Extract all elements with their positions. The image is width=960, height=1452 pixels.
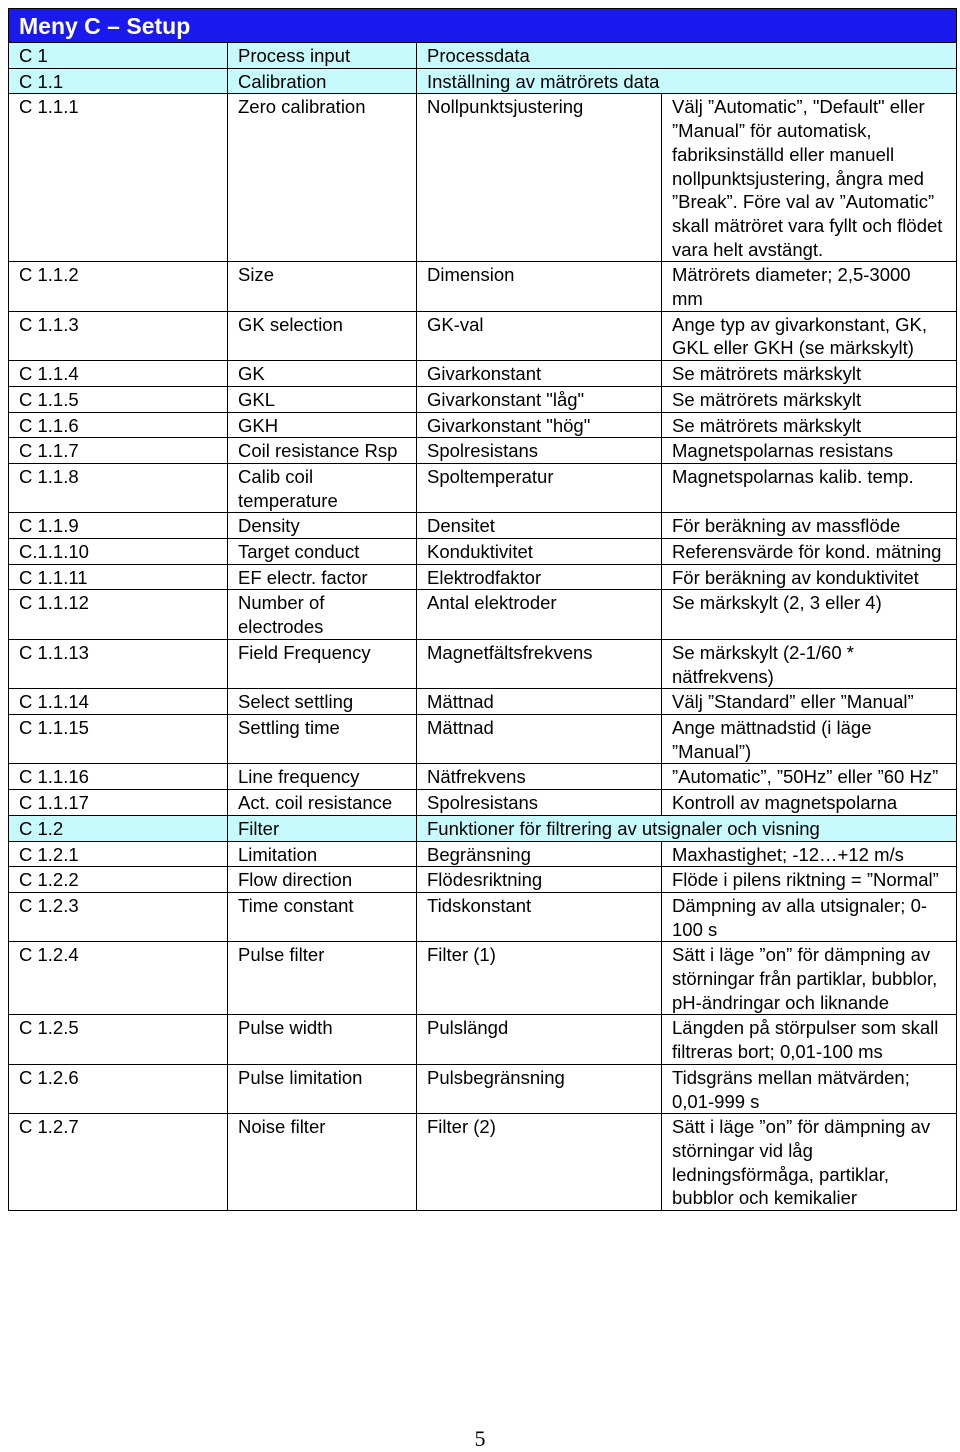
description-cell: Magnetspolarnas kalib. temp. <box>662 463 957 512</box>
table-row <box>9 892 957 941</box>
english-name-cell: Settling time <box>228 714 417 763</box>
table-row <box>9 311 957 360</box>
swedish-name-cell: Densitet <box>417 513 662 539</box>
description-cell: Välj ”Automatic”, "Default" eller ”Manual” för automatisk, fabriksinställd eller manuell nollpunktsjustering, ångra med ”Break”. Före val av ”Automatic” skall mätröret vara fyllt och flödet vara helt avstängt. <box>662 94 957 262</box>
section-row <box>9 68 957 94</box>
english-name-cell: Pulse limitation <box>228 1064 417 1113</box>
table-row <box>9 639 957 688</box>
description-cell: Referensvärde för kond. mätning <box>662 539 957 565</box>
swedish-name-cell: Filter (2) <box>417 1114 662 1211</box>
english-name-cell: GK <box>228 361 417 387</box>
english-name-cell: Process input <box>228 43 417 69</box>
swedish-name-cell: Givarkonstant "hög" <box>417 412 662 438</box>
english-name-cell: Flow direction <box>228 867 417 893</box>
swedish-name-cell: Dimension <box>417 262 662 311</box>
code-cell: C 1.1.13 <box>9 639 228 688</box>
table-row <box>9 412 957 438</box>
code-cell: C 1.1.6 <box>9 412 228 438</box>
english-name-cell: Number of electrodes <box>228 590 417 639</box>
english-name-cell: EF electr. factor <box>228 564 417 590</box>
english-name-cell: Select settling <box>228 689 417 715</box>
swedish-name-cell: GK-val <box>417 311 662 360</box>
english-name-cell: Filter <box>228 815 417 841</box>
swedish-name-cell: Spolresistans <box>417 438 662 464</box>
english-name-cell: Zero calibration <box>228 94 417 262</box>
code-cell: C 1 <box>9 43 228 69</box>
swedish-name-cell: Givarkonstant "låg" <box>417 386 662 412</box>
table-row <box>9 1015 957 1064</box>
description-cell: Se mätrörets märkskylt <box>662 361 957 387</box>
table-row <box>9 841 957 867</box>
table-row <box>9 361 957 387</box>
code-cell: C 1.2.5 <box>9 1015 228 1064</box>
description-cell: Tidsgräns mellan mätvärden; 0,01-999 s <box>662 1064 957 1113</box>
swedish-name-cell: Funktioner för filtrering av utsignaler och visning <box>417 815 957 841</box>
section-row <box>9 43 957 69</box>
code-cell: C 1.1.4 <box>9 361 228 387</box>
english-name-cell: GKH <box>228 412 417 438</box>
code-cell: C 1.2.1 <box>9 841 228 867</box>
page-number: 5 <box>474 1426 486 1451</box>
swedish-name-cell: Flödesriktning <box>417 867 662 893</box>
english-name-cell: Size <box>228 262 417 311</box>
description-cell: Dämpning av alla utsignaler; 0-100 s <box>662 892 957 941</box>
english-name-cell: Time constant <box>228 892 417 941</box>
description-cell: Ange mättnadstid (i läge ”Manual”) <box>662 714 957 763</box>
swedish-name-cell: Nätfrekvens <box>417 764 662 790</box>
description-cell: Se märkskylt (2, 3 eller 4) <box>662 590 957 639</box>
english-name-cell: Density <box>228 513 417 539</box>
swedish-name-cell: Givarkonstant <box>417 361 662 387</box>
english-name-cell: Coil resistance Rsp <box>228 438 417 464</box>
swedish-name-cell: Inställning av mätrörets data <box>417 68 957 94</box>
code-cell: C 1.2.4 <box>9 942 228 1015</box>
code-cell: C 1.1.16 <box>9 764 228 790</box>
description-cell: Kontroll av magnetspolarna <box>662 790 957 816</box>
table-row <box>9 513 957 539</box>
english-name-cell: Limitation <box>228 841 417 867</box>
swedish-name-cell: Pulsbegränsning <box>417 1064 662 1113</box>
description-cell: Se mätrörets märkskylt <box>662 412 957 438</box>
table-row <box>9 689 957 715</box>
table-row <box>9 1064 957 1113</box>
table-row <box>9 1114 957 1211</box>
description-cell: Maxhastighet; -12…+12 m/s <box>662 841 957 867</box>
table-row <box>9 790 957 816</box>
english-name-cell: Target conduct <box>228 539 417 565</box>
description-cell: Sätt i läge ”on” för dämpning av störningar från partiklar, bubblor, pH-ändringar och liknande <box>662 942 957 1015</box>
table-body <box>9 9 957 1211</box>
table-row <box>9 438 957 464</box>
swedish-name-cell: Filter (1) <box>417 942 662 1015</box>
code-cell: C 1.1.5 <box>9 386 228 412</box>
swedish-name-cell: Mättnad <box>417 689 662 715</box>
description-cell: Välj ”Standard” eller ”Manual” <box>662 689 957 715</box>
swedish-name-cell: Processdata <box>417 43 957 69</box>
table-row <box>9 262 957 311</box>
description-cell: Mätrörets diameter; 2,5-3000 mm <box>662 262 957 311</box>
code-cell: C 1.1 <box>9 68 228 94</box>
code-cell: C 1.2.6 <box>9 1064 228 1113</box>
english-name-cell: Calibration <box>228 68 417 94</box>
code-cell: C 1.2.2 <box>9 867 228 893</box>
description-cell: Ange typ av givarkonstant, GK, GKL eller GKH (se märkskylt) <box>662 311 957 360</box>
code-cell: C.1.1.10 <box>9 539 228 565</box>
title-row <box>9 9 957 43</box>
code-cell: C 1.1.8 <box>9 463 228 512</box>
code-cell: C 1.2.3 <box>9 892 228 941</box>
code-cell: C 1.1.14 <box>9 689 228 715</box>
code-cell: C 1.1.7 <box>9 438 228 464</box>
code-cell: C 1.1.17 <box>9 790 228 816</box>
swedish-name-cell: Spoltemperatur <box>417 463 662 512</box>
swedish-name-cell: Magnetfältsfrekvens <box>417 639 662 688</box>
description-cell: Längden på störpulser som skall filtreras bort; 0,01-100 ms <box>662 1015 957 1064</box>
code-cell: C 1.2 <box>9 815 228 841</box>
description-cell: Flöde i pilens riktning = ”Normal” <box>662 867 957 893</box>
english-name-cell: Calib coil temperature <box>228 463 417 512</box>
description-cell: Se märkskylt (2-1/60 * nätfrekvens) <box>662 639 957 688</box>
swedish-name-cell: Tidskonstant <box>417 892 662 941</box>
table-row <box>9 590 957 639</box>
swedish-name-cell: Konduktivitet <box>417 539 662 565</box>
english-name-cell: Act. coil resistance <box>228 790 417 816</box>
swedish-name-cell: Antal elektroder <box>417 590 662 639</box>
table-row <box>9 764 957 790</box>
description-cell: Sätt i läge ”on” för dämpning av störningar vid låg ledningsförmåga, partiklar, bubblor och kemikalier <box>662 1114 957 1211</box>
code-cell: C 1.1.15 <box>9 714 228 763</box>
english-name-cell: GKL <box>228 386 417 412</box>
description-cell: ”Automatic”, ”50Hz” eller ”60 Hz” <box>662 764 957 790</box>
code-cell: C 1.1.11 <box>9 564 228 590</box>
table-row <box>9 714 957 763</box>
code-cell: C 1.2.7 <box>9 1114 228 1211</box>
english-name-cell: GK selection <box>228 311 417 360</box>
swedish-name-cell: Elektrodfaktor <box>417 564 662 590</box>
code-cell: C 1.1.9 <box>9 513 228 539</box>
code-cell: C 1.1.3 <box>9 311 228 360</box>
table-row <box>9 564 957 590</box>
table-row <box>9 94 957 262</box>
swedish-name-cell: Pulslängd <box>417 1015 662 1064</box>
table-row <box>9 463 957 512</box>
code-cell: C 1.1.2 <box>9 262 228 311</box>
table-row <box>9 539 957 565</box>
english-name-cell: Field Frequency <box>228 639 417 688</box>
english-name-cell: Pulse width <box>228 1015 417 1064</box>
swedish-name-cell: Spolresistans <box>417 790 662 816</box>
table-row <box>9 386 957 412</box>
swedish-name-cell: Mättnad <box>417 714 662 763</box>
english-name-cell: Pulse filter <box>228 942 417 1015</box>
code-cell: C 1.1.12 <box>9 590 228 639</box>
description-cell: Se mätrörets märkskylt <box>662 386 957 412</box>
table-row <box>9 942 957 1015</box>
english-name-cell: Line frequency <box>228 764 417 790</box>
code-cell: C 1.1.1 <box>9 94 228 262</box>
setup-menu-table <box>8 8 957 1211</box>
description-cell: För beräkning av massflöde <box>662 513 957 539</box>
setup-menu-sheet <box>8 8 956 1211</box>
swedish-name-cell: Begränsning <box>417 841 662 867</box>
english-name-cell: Noise filter <box>228 1114 417 1211</box>
table-row <box>9 867 957 893</box>
page-title: Meny C – Setup <box>9 9 957 43</box>
description-cell: För beräkning av konduktivitet <box>662 564 957 590</box>
section-row <box>9 815 957 841</box>
description-cell: Magnetspolarnas resistans <box>662 438 957 464</box>
swedish-name-cell: Nollpunktsjustering <box>417 94 662 262</box>
